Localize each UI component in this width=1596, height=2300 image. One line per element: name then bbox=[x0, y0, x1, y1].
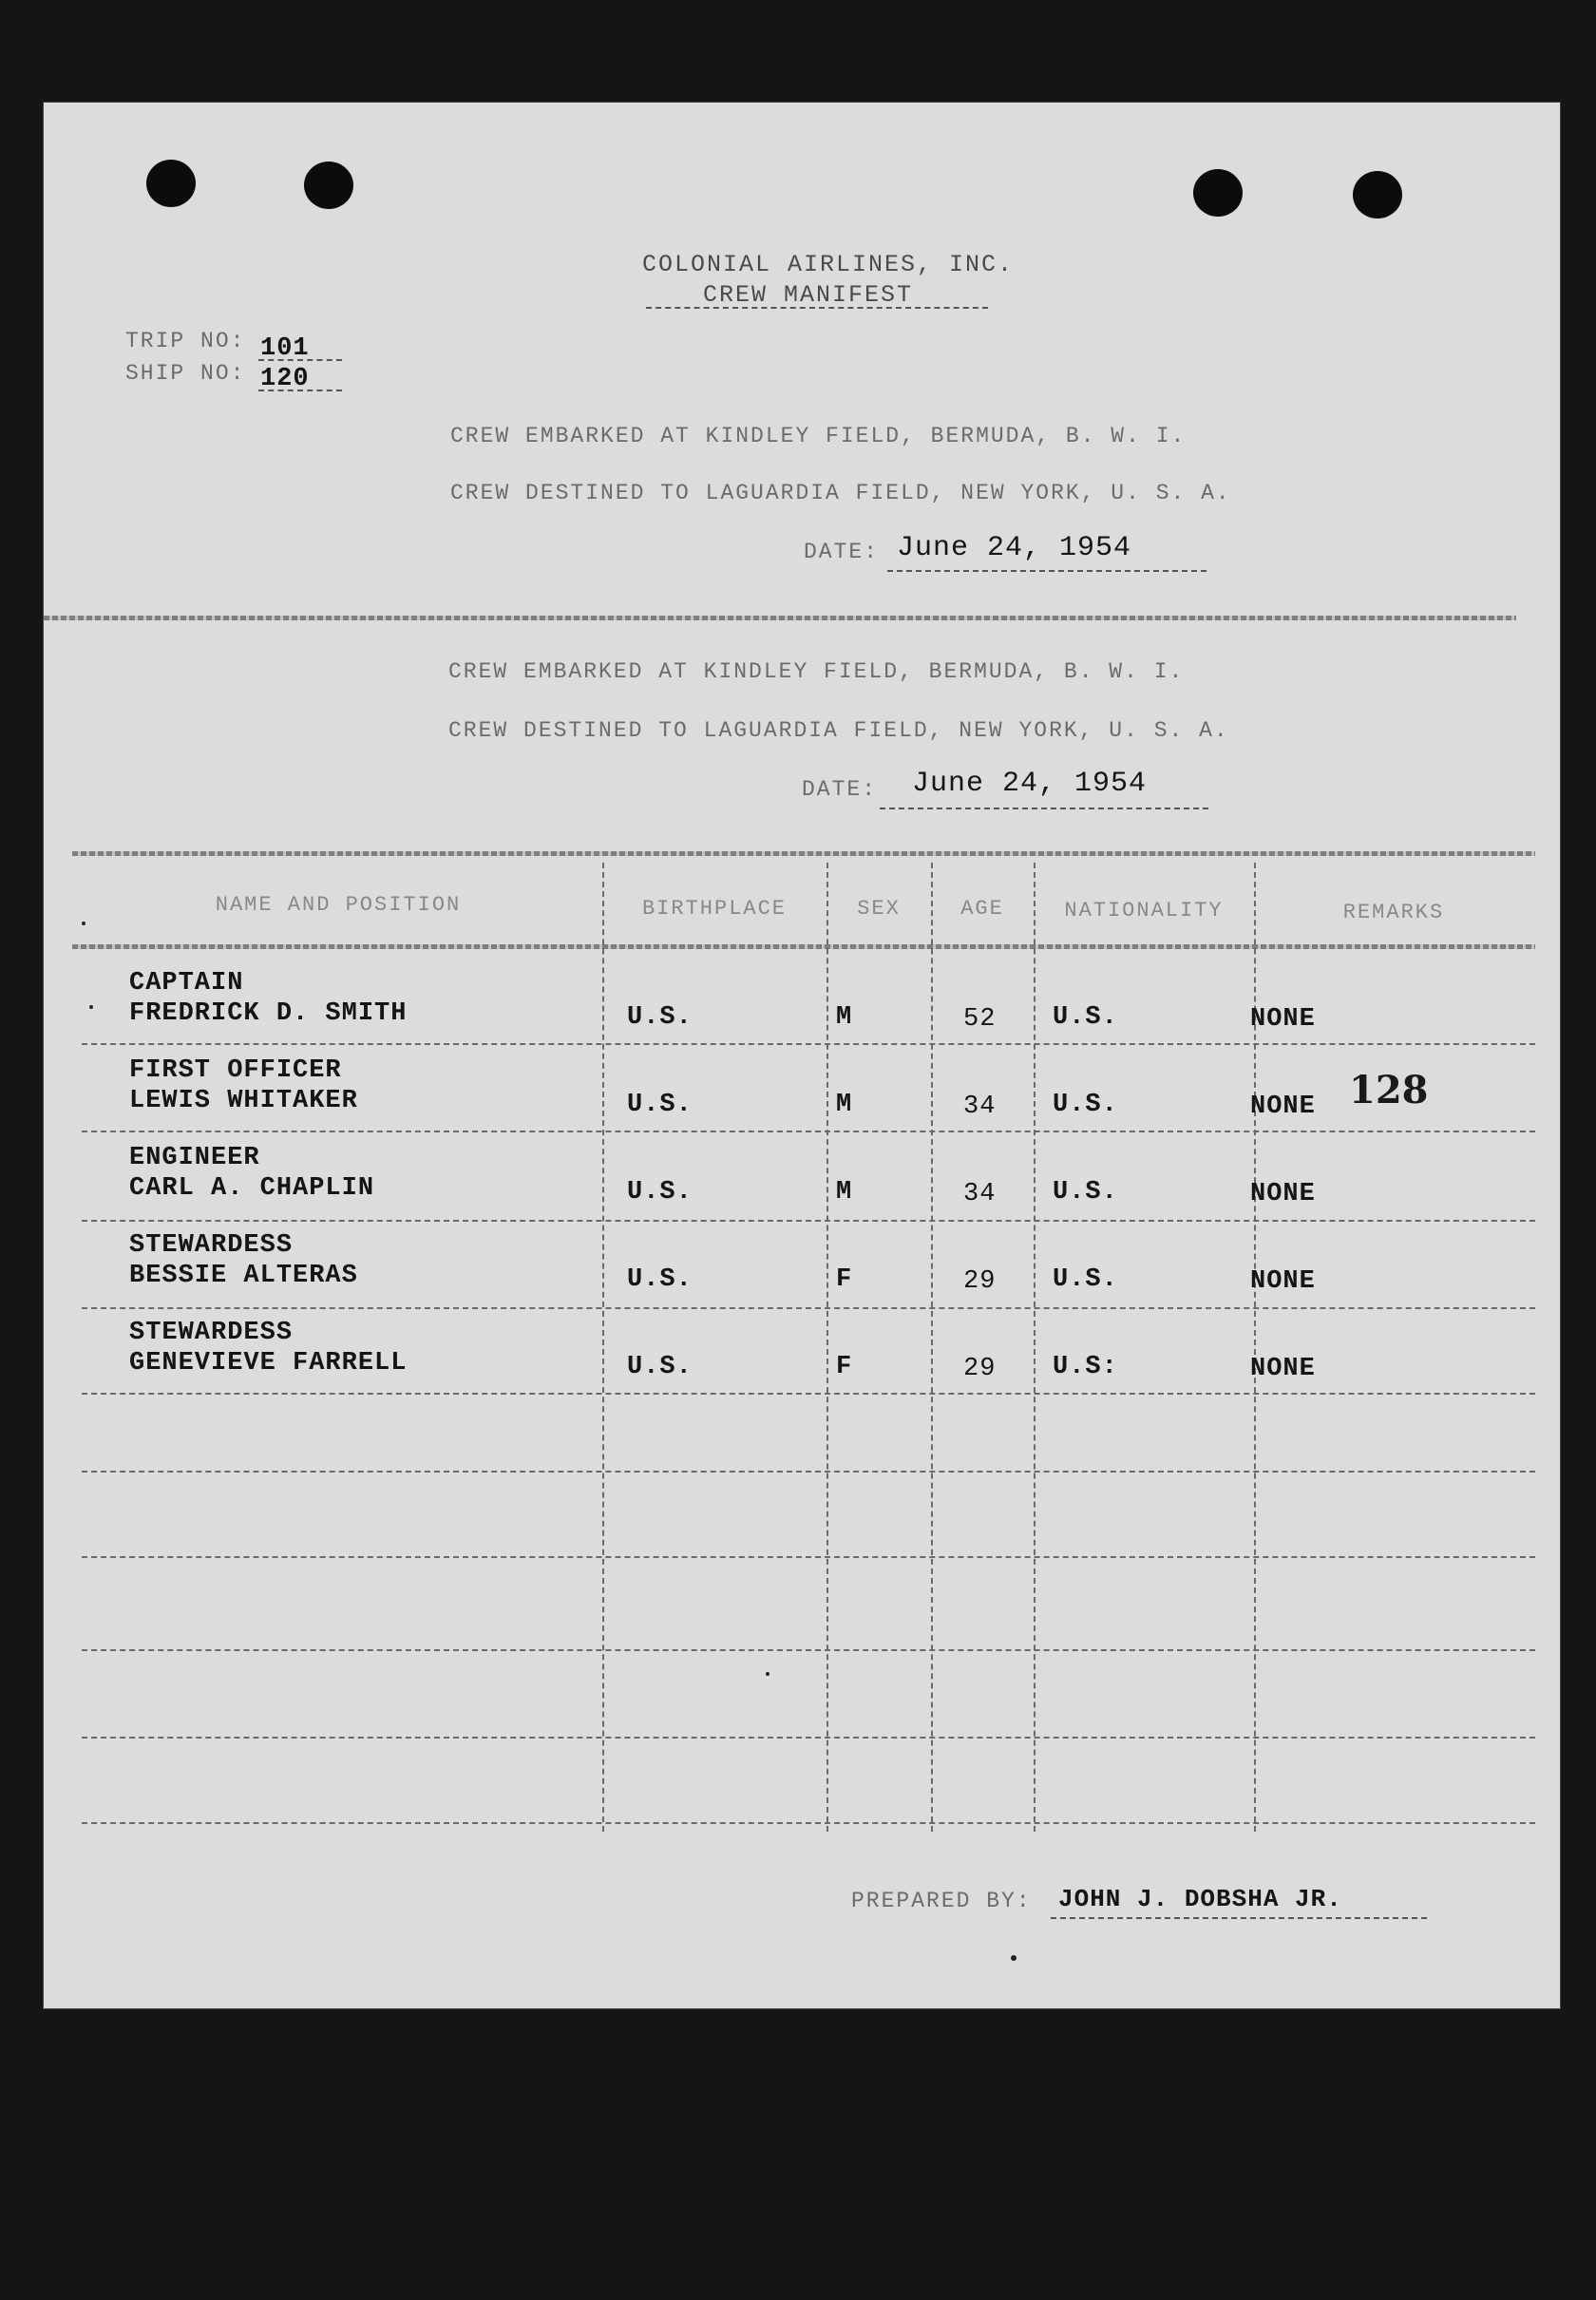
crew-sex: F bbox=[836, 1353, 853, 1381]
prepared-by-name: JOHN J. DOBSHA JR. bbox=[1058, 1885, 1342, 1913]
row-divider bbox=[82, 1471, 1535, 1473]
destined-line-2: CREW DESTINED TO LAGUARDIA FIELD, NEW YORK, U. S. A. bbox=[448, 718, 1229, 743]
crew-remarks: NONE bbox=[1250, 1267, 1316, 1296]
crew-remarks: NONE bbox=[1250, 1355, 1316, 1383]
crew-remarks: NONE bbox=[1250, 1093, 1316, 1121]
crew-birthplace: U.S. bbox=[627, 1265, 693, 1294]
date-value-1: June 24, 1954 bbox=[897, 532, 1132, 564]
prepared-by-label: PREPARED BY: bbox=[851, 1889, 1032, 1913]
crew-birthplace: U.S. bbox=[627, 1353, 693, 1381]
prepared-by-underline bbox=[1051, 1917, 1427, 1919]
column-divider bbox=[1034, 863, 1036, 1832]
punch-hole-icon bbox=[146, 160, 196, 207]
manifest-sheet bbox=[44, 103, 1560, 2008]
crew-sex: M bbox=[836, 1178, 853, 1207]
crew-age: 52 bbox=[963, 1005, 997, 1034]
punch-hole-icon bbox=[1353, 171, 1402, 219]
crew-nationality: U.S. bbox=[1053, 1265, 1118, 1294]
crew-name: CARL A. CHAPLIN bbox=[129, 1174, 375, 1203]
column-divider bbox=[602, 863, 604, 1832]
crew-sex: M bbox=[836, 1003, 853, 1032]
row-divider bbox=[82, 1737, 1535, 1739]
row-divider bbox=[82, 1393, 1535, 1395]
crew-position: CAPTAIN bbox=[129, 969, 244, 998]
document-title: CREW MANIFEST bbox=[703, 281, 914, 309]
column-header-remarks: REMARKS bbox=[1342, 901, 1445, 924]
crew-position: STEWARDESS bbox=[129, 1319, 294, 1347]
title-underline bbox=[646, 307, 988, 309]
crew-remarks: NONE bbox=[1250, 1005, 1316, 1034]
embarked-line-1: CREW EMBARKED AT KINDLEY FIELD, BERMUDA, B. W. I. bbox=[450, 424, 1187, 448]
crew-position: STEWARDESS bbox=[129, 1231, 294, 1260]
table-top-rule bbox=[72, 851, 1535, 856]
date-underline-1 bbox=[887, 570, 1206, 572]
crew-name: LEWIS WHITAKER bbox=[129, 1087, 358, 1115]
crew-age: 34 bbox=[963, 1093, 997, 1121]
crew-sex: M bbox=[836, 1091, 853, 1119]
crew-birthplace: U.S. bbox=[627, 1178, 693, 1207]
destined-line-1: CREW DESTINED TO LAGUARDIA FIELD, NEW YORK, U. S. A. bbox=[450, 481, 1231, 505]
column-header-sex: SEX bbox=[857, 897, 901, 921]
crew-sex: F bbox=[836, 1265, 853, 1294]
crew-birthplace: U.S. bbox=[627, 1091, 693, 1119]
row-divider bbox=[82, 1556, 1535, 1558]
company-name: COLONIAL AIRLINES, INC. bbox=[642, 251, 1015, 278]
crew-nationality: U.S: bbox=[1053, 1353, 1118, 1381]
crew-nationality: U.S. bbox=[1053, 1178, 1118, 1207]
crew-name: GENEVIEVE FARRELL bbox=[129, 1349, 408, 1378]
column-header-age: AGE bbox=[960, 897, 1004, 921]
crew-age: 29 bbox=[963, 1267, 997, 1296]
crew-nationality: U.S. bbox=[1053, 1091, 1118, 1119]
row-divider bbox=[82, 1043, 1535, 1045]
crew-name: FREDRICK D. SMITH bbox=[129, 999, 408, 1028]
punch-hole-icon bbox=[1193, 169, 1243, 217]
ink-speck bbox=[82, 922, 86, 925]
date-label-2: DATE: bbox=[802, 777, 878, 802]
row-divider bbox=[82, 1822, 1535, 1824]
trip-no-value: 101 bbox=[260, 334, 310, 363]
crew-remarks: NONE bbox=[1250, 1180, 1316, 1208]
crew-birthplace: U.S. bbox=[627, 1003, 693, 1032]
punch-hole-icon bbox=[304, 162, 353, 209]
ship-no-value: 120 bbox=[260, 365, 310, 393]
crew-nationality: U.S. bbox=[1053, 1003, 1118, 1032]
ink-speck bbox=[1011, 1955, 1016, 1961]
ship-no-underline bbox=[258, 390, 342, 391]
crew-position: ENGINEER bbox=[129, 1144, 260, 1172]
crew-age: 29 bbox=[963, 1355, 997, 1383]
date-value-2: June 24, 1954 bbox=[912, 768, 1148, 800]
crew-position: FIRST OFFICER bbox=[129, 1056, 342, 1085]
crew-age: 34 bbox=[963, 1180, 997, 1208]
trip-no-label: TRIP NO: bbox=[125, 329, 246, 353]
table-header-rule bbox=[72, 944, 1535, 949]
ship-no-label: SHIP NO: bbox=[125, 361, 246, 386]
row-divider bbox=[82, 1307, 1535, 1309]
row-divider bbox=[82, 1131, 1535, 1132]
column-divider bbox=[826, 863, 828, 1832]
crew-name: BESSIE ALTERAS bbox=[129, 1262, 358, 1290]
column-header-birthplace: BIRTHPLACE bbox=[641, 897, 788, 921]
section-divider bbox=[44, 616, 1516, 620]
trip-no-underline bbox=[258, 359, 342, 361]
date-label-1: DATE: bbox=[804, 540, 880, 564]
row-divider bbox=[82, 1649, 1535, 1651]
embarked-line-2: CREW EMBARKED AT KINDLEY FIELD, BERMUDA, B. W. I. bbox=[448, 659, 1185, 684]
date-underline-2 bbox=[880, 808, 1208, 809]
column-header-nationality: NATIONALITY bbox=[1064, 899, 1224, 922]
ink-speck bbox=[766, 1672, 770, 1676]
column-header-name: NAME AND POSITION bbox=[215, 893, 462, 917]
handwritten-annotation: 128 bbox=[1349, 1068, 1429, 1112]
row-divider bbox=[82, 1220, 1535, 1222]
column-divider bbox=[931, 863, 933, 1832]
ink-speck bbox=[89, 1005, 93, 1009]
